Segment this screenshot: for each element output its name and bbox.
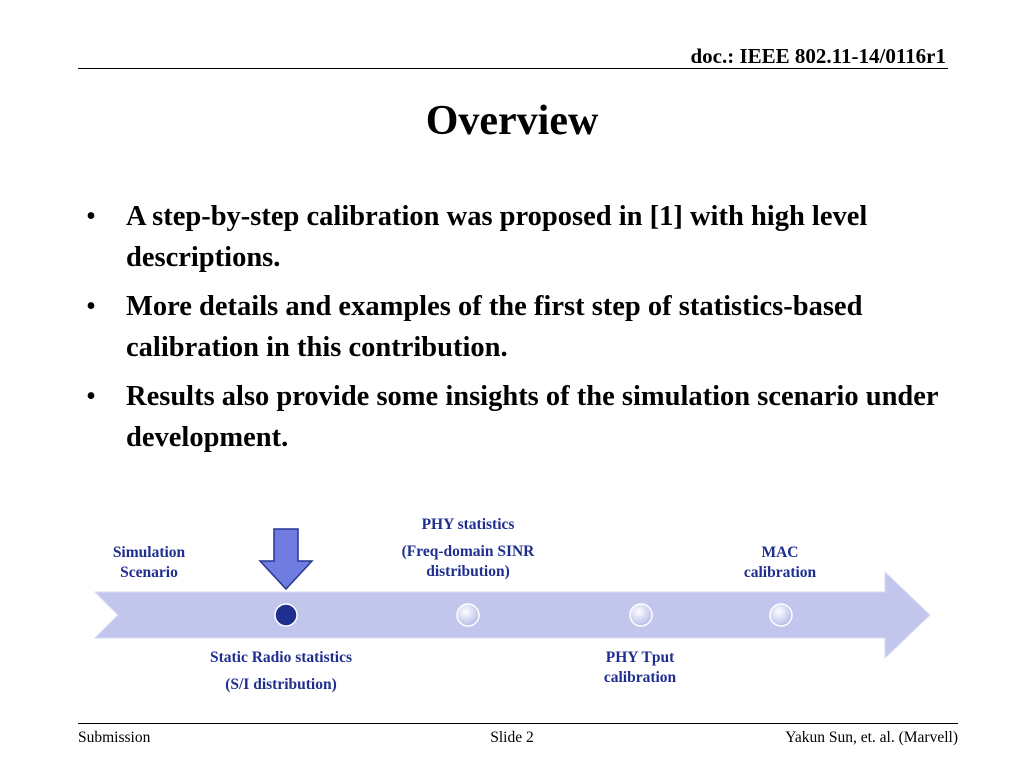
timeline-arrow — [95, 572, 930, 658]
step-label-line: calibration — [743, 564, 817, 581]
step-label-phy-tput-calibration — [580, 648, 700, 688]
timeline-node-active — [275, 604, 297, 626]
slide-title: Overview — [425, 98, 599, 144]
footer-submission: Submission — [78, 729, 151, 746]
bullet-dot-icon: • — [86, 381, 96, 412]
step-label-line: PHY Tput — [605, 649, 675, 666]
header-divider — [78, 68, 948, 69]
step-label-phy-statistics — [368, 515, 568, 582]
bullet-dot-icon: • — [86, 201, 96, 232]
bullet-list — [80, 196, 940, 466]
current-step-pointer-icon — [260, 529, 312, 589]
timeline-node — [630, 604, 652, 626]
step-label-line: (S/I distribution) — [225, 676, 337, 693]
bullet-text: Results also provide some insights of the simulation scenario under development. — [126, 381, 939, 453]
step-label-line: distribution) — [426, 563, 510, 580]
step-label-line: Scenario — [120, 564, 178, 581]
document-id: doc.: IEEE 802.11-14/0116r1 — [690, 44, 946, 68]
step-label-line: calibration — [603, 669, 677, 686]
step-label-static-radio-statistics — [176, 648, 386, 695]
bullet-item — [80, 376, 940, 458]
step-label-line: MAC — [761, 544, 799, 561]
timeline-node — [770, 604, 792, 626]
timeline-node — [457, 604, 479, 626]
step-label-line: PHY statistics — [421, 516, 515, 533]
footer-slide-number: Slide 2 — [490, 729, 534, 746]
bullet-dot-icon: • — [86, 291, 96, 322]
footer-divider — [78, 723, 958, 724]
step-label-line: (Freq-domain SINR — [401, 543, 535, 560]
bullet-text: A step-by-step calibration was proposed in [1] with high level descriptions. — [126, 201, 868, 273]
footer-author: Yakun Sun, et. al. (Marvell) — [785, 729, 958, 746]
step-label-mac-calibration — [720, 543, 840, 583]
step-label-simulation-scenario — [89, 543, 209, 583]
step-label-line: Simulation — [112, 544, 186, 561]
step-label-line: Static Radio statistics — [209, 649, 353, 666]
bullet-text: More details and examples of the first step of statistics-based calibration in this contribution. — [126, 291, 863, 363]
bullet-item — [80, 196, 940, 278]
bullet-item — [80, 286, 940, 368]
